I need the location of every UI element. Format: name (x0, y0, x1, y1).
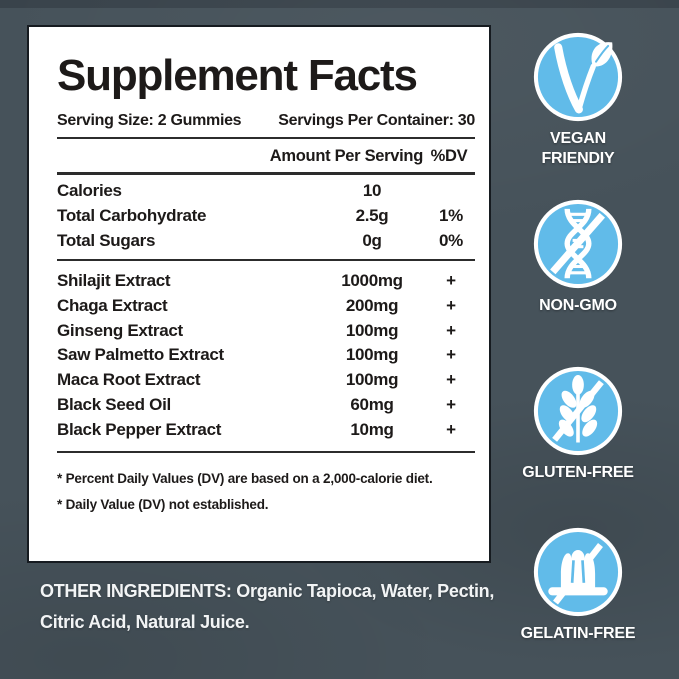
nutrient-name: Total Carbohydrate (57, 206, 207, 226)
ingredient-amount: 100mg (345, 320, 399, 340)
serving-info-row (57, 112, 475, 130)
nutrient-rows (57, 179, 475, 253)
other-ingredients-line1: OTHER INGREDIENTS: Organic Tapioca, Water, Pectin, (40, 581, 495, 601)
nutrient-amount: 10 (362, 181, 382, 201)
ingredient-dv: + (446, 345, 456, 365)
badge-label-line: FRIENDIY (541, 150, 615, 167)
other-ingredients-line2: Citric Acid, Natural Juice. (40, 612, 250, 632)
ingredient-amount: 1000mg (341, 271, 403, 291)
table-row (57, 179, 475, 204)
divider (57, 137, 475, 139)
nutrient-dv: 1% (439, 206, 463, 226)
footnote-percent-dv: * Percent Daily Values (DV) are based on a 2,000-calorie diet. (57, 470, 433, 486)
nutrient-dv: 0% (439, 230, 463, 250)
table-row (57, 228, 475, 253)
ingredient-name: Saw Palmetto Extract (57, 345, 224, 365)
ingredient-name: Shilajit Extract (57, 271, 171, 291)
footnotes (57, 466, 475, 518)
nutrient-amount: 2.5g (355, 206, 389, 226)
table-row (57, 294, 475, 319)
table-row (57, 318, 475, 343)
table-row (57, 269, 475, 294)
badge-gelatin-free (498, 527, 658, 644)
badge-label-line: VEGAN (550, 130, 606, 147)
ingredient-name: Black Pepper Extract (57, 419, 222, 439)
serving-size: Serving Size: 2 Gummies (57, 112, 242, 129)
divider (57, 451, 475, 453)
table-row (57, 393, 475, 418)
servings-per-container: Servings Per Container: 30 (278, 112, 475, 129)
ingredient-amount: 200mg (345, 296, 399, 316)
badge-vegan (498, 32, 658, 169)
dv-header: %DV (430, 146, 468, 165)
badge-label-non-gmo: NON-GMO (539, 297, 617, 314)
amount-per-serving-header: Amount Per Serving (269, 146, 423, 165)
footnote-dv-not-established: * Daily Value (DV) not established. (57, 496, 269, 512)
gluten-free-icon (533, 366, 623, 456)
ingredient-dv: + (446, 296, 456, 316)
divider (57, 259, 475, 261)
vegan-icon (533, 32, 623, 122)
ingredient-dv: + (446, 370, 456, 390)
badge-non-gmo (498, 199, 658, 316)
badge-gluten-free (498, 366, 658, 483)
gelatin-free-icon (533, 527, 623, 617)
badge-label-vegan (541, 129, 614, 169)
table-row (57, 343, 475, 368)
ingredient-name: Black Seed Oil (57, 394, 171, 414)
ingredient-name: Maca Root Extract (57, 370, 201, 390)
ingredient-name: Chaga Extract (57, 296, 168, 316)
non-gmo-icon (533, 199, 623, 289)
nutrient-name: Calories (57, 181, 122, 201)
ingredient-amount: 100mg (345, 345, 399, 365)
ingredient-dv: + (446, 419, 456, 439)
ingredient-dv: + (446, 394, 456, 414)
nutrient-name: Total Sugars (57, 230, 156, 250)
ingredient-dv: + (446, 320, 456, 340)
badge-label-gluten-free: GLUTEN-FREE (522, 464, 634, 481)
panel-title: Supplement Facts (57, 51, 417, 100)
divider (57, 172, 475, 175)
ingredient-amount: 100mg (345, 370, 399, 390)
ingredient-amount: 10mg (350, 419, 394, 439)
supplement-facts-panel (27, 25, 491, 563)
table-row (57, 417, 475, 442)
other-ingredients (40, 576, 518, 638)
table-row (57, 204, 475, 229)
ingredient-amount: 60mg (350, 394, 394, 414)
table-row (57, 368, 475, 393)
column-header-row (57, 146, 475, 166)
ingredient-name: Ginseng Extract (57, 320, 183, 340)
ingredient-dv: + (446, 271, 456, 291)
ingredient-rows (57, 269, 475, 442)
nutrient-amount: 0g (362, 230, 382, 250)
badge-label-gelatin-free: GELATIN-FREE (520, 625, 636, 642)
